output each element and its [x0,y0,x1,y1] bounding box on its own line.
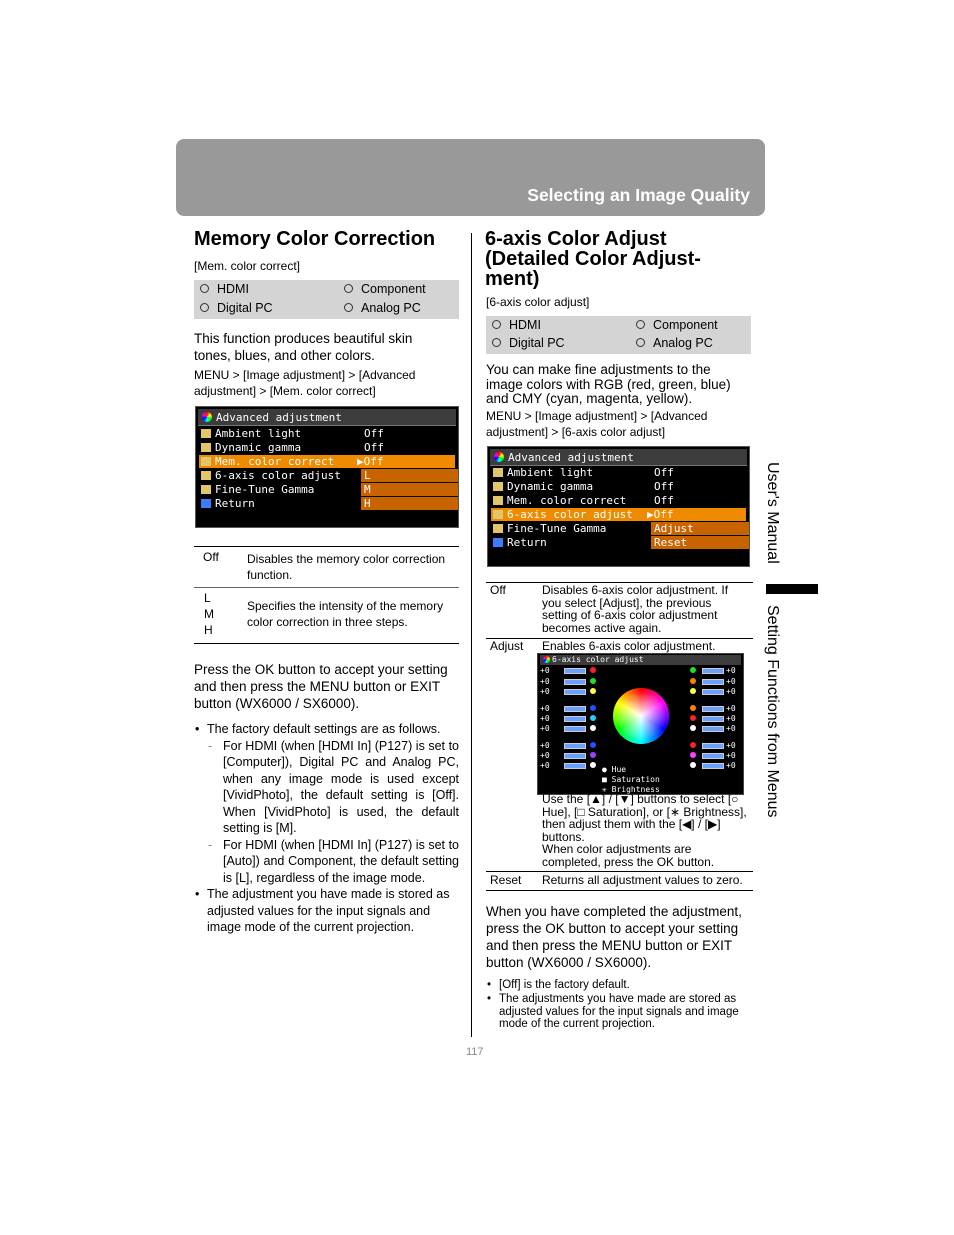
adjust-legend [602,765,660,795]
adjust-bar [564,763,586,769]
adjust-value: +0 [726,666,736,675]
menu-path: MENU > [Image adjustment] > [Advanced adjustment] > [6-axis color adjust] [486,409,708,439]
adjust-slider-row [684,741,742,750]
legend-item: ● Hue [602,765,627,774]
color-dot-icon [690,762,696,768]
adjust-value: +0 [540,761,550,770]
menu-row-selected: Mem. color correct ▶Off [199,455,455,468]
section-banner [176,139,765,216]
adjust-slider-row [540,714,598,723]
press-ok-text: Press the OK button to accept your setting and then press the MENU button or EXIT button (WX6000 / SX6000). [194,662,448,711]
color-dot-icon [690,742,696,748]
bullet-icon: • [195,722,200,736]
adjust-value: +0 [540,741,550,750]
table-key-lmh: L M H [204,591,214,637]
adjust-header: 6-axis color adjust [540,655,741,665]
color-dot-icon [590,762,596,768]
adjust-value: +0 [726,714,736,723]
adjust-slider-row [684,714,742,723]
adjust-instructions-complete: When color adjustments are completed, press the OK button. [542,842,715,869]
adjust-bar [702,668,724,674]
return-icon [493,538,503,547]
notes-list [194,721,459,936]
color-dot-icon [690,725,696,731]
color-wheel-graphic [613,688,669,744]
menu-row: 6-axis color adjust L [199,469,455,482]
color-dot-icon [590,752,596,758]
memory-color-title: Memory Color Correction [194,228,436,250]
color-wheel-icon [543,656,550,663]
adjust-value: +0 [726,724,736,733]
ambient-light-icon [493,468,503,477]
menu-row: Fine-Tune Gamma M [199,483,455,496]
signal-item: HDMI [492,318,541,332]
table-desc-adjust: Enables 6-axis color adjustment. [542,639,716,653]
table-key-adjust: Adjust [490,639,524,653]
notes-list [486,979,748,1031]
menu-name: [6-axis color adjust] [486,295,590,309]
dash-icon: - [208,738,213,753]
menu-header: Advanced adjustment [198,409,456,426]
signal-item: Analog PC [344,301,421,315]
color-dot-icon [590,667,596,673]
table-desc-reset: Returns all adjustment values to zero. [542,873,743,887]
adjust-slider-row [684,704,742,713]
dynamic-gamma-icon [201,443,211,452]
table-rule [486,871,753,872]
signal-item: Digital PC [200,301,273,315]
bullet-icon: • [487,979,492,991]
adjust-slider-row [684,666,742,675]
menu-screenshot [487,446,750,567]
menu-row: Dynamic gamma Off [199,441,455,454]
adjust-bar [702,763,724,769]
menu-header: Advanced adjustment [490,449,747,466]
six-axis-icon [201,471,211,480]
color-wheel-icon [202,412,212,422]
bullet-icon: • [195,887,200,901]
menu-row: Fine-Tune Gamma Adjust [491,522,746,535]
adjust-value: +0 [540,714,550,723]
adjust-bar [564,753,586,759]
color-dot-icon [590,715,596,721]
square-icon: ■ [602,775,612,784]
mem-color-icon [201,457,211,466]
signal-box [194,280,459,319]
six-axis-icon [493,510,503,519]
return-icon [201,499,211,508]
legend-item: ■ Saturation [602,775,660,784]
adjust-slider-row [684,687,742,696]
adjust-bar [702,679,724,685]
adjust-value: +0 [540,666,550,675]
color-dot-icon [590,678,596,684]
table-desc-off: Disables 6-axis color adjustment. If you select [Adjust], the previous setting of 6-axis color adjustment becomes active again. [542,583,729,635]
circle-icon [636,320,645,329]
table-rule [194,546,459,547]
dash-icon: - [208,837,213,852]
table-key-off: Off [203,550,219,564]
signal-item: Component [344,282,426,296]
list-item: • The adjustments you have made are stored as adjusted values for the input signals and image mode of the current projection. [487,992,739,1031]
menu-path: MENU > [Image adjustment] > [Advanced adjustment] > [Mem. color correct] [194,368,416,398]
adjust-value: +0 [726,687,736,696]
adjust-value: +0 [540,677,550,686]
adjust-value: +0 [726,677,736,686]
color-dot-icon [590,742,596,748]
table-key-off: Off [490,583,506,597]
adjust-bar [564,706,586,712]
adjust-slider-row [540,704,598,713]
adjust-bar [702,689,724,695]
adjust-slider-row [540,761,598,770]
circle-icon [200,303,209,312]
six-axis-screenshot [537,653,744,795]
signal-item: Analog PC [636,336,713,350]
adjust-slider-row [684,761,742,770]
color-dot-icon [590,705,596,711]
adjust-instructions: Use the [▲] / [▼] buttons to select [○ Hue], [□ Saturation], or [∗ Brightness], then adjust them with the [◀] / [▶] buttons. [542,792,747,844]
adjust-value: +0 [540,687,550,696]
menu-row: Mem. color correct Off [491,494,746,507]
adjust-bar [564,668,586,674]
adjust-bar [702,753,724,759]
circle-icon: ● [602,765,612,774]
table-desc-lmh: Specifies the intensity of the memory color correction in three steps. [247,599,444,629]
adjust-slider-row [684,751,742,760]
menu-row-selected: 6-axis color adjust ▶Off [491,508,746,521]
adjust-value: +0 [540,704,550,713]
table-rule [194,587,459,588]
adjust-slider-row [540,666,598,675]
signal-item: Component [636,318,718,332]
adjust-slider-row [684,677,742,686]
menu-row: Return H [199,497,455,510]
adjust-bar [702,716,724,722]
color-dot-icon [690,705,696,711]
menu-row: Dynamic gamma Off [491,480,746,493]
signal-item: Digital PC [492,336,565,350]
sidebar-section-label: Setting Functions from Menus [764,605,781,818]
circle-icon [636,338,645,347]
color-dot-icon [590,688,596,694]
table-rule [194,643,459,644]
circle-icon [344,303,353,312]
fine-tune-gamma-icon [201,485,211,494]
color-dot-icon [690,752,696,758]
adjust-bar [702,726,724,732]
adjust-slider-row [540,751,598,760]
list-item: • [Off] is the factory default. [487,979,630,991]
color-dot-icon [690,678,696,684]
adjust-slider-row [540,687,598,696]
signal-item: HDMI [200,282,249,296]
color-dot-icon [690,667,696,673]
table-key-reset: Reset [490,873,522,887]
column-divider [471,233,472,1037]
menu-screenshot [195,406,459,528]
sidebar-marker [766,584,818,594]
adjust-value: +0 [726,741,736,750]
intro-text: You can make fine adjustments to the image colors with RGB (red, green, blue) and CMY (cyan, magenta, yellow). [486,362,731,406]
list-item: - For HDMI (when [HDMI In] (P127) is set to [Computer]), Digital PC and Analog PC, when any image mode is used except [VividPhoto], the default setting is [Off]. When [VividPhoto] is used, the default setting is [M]. [208,738,459,835]
table-desc-off: Disables the memory color correction function. [247,552,446,582]
adjust-bar [564,716,586,722]
adjust-slider-row [540,741,598,750]
adjust-bar [564,726,586,732]
ambient-light-icon [201,429,211,438]
list-item: • The factory default settings are as follows. [195,722,441,736]
color-dot-icon [590,725,596,731]
signal-box [486,316,751,354]
sidebar-manual-label: User's Manual [764,462,781,564]
bullet-icon: • [487,992,492,1005]
menu-row: Return Reset [491,536,746,549]
circle-icon [200,284,209,293]
adjust-bar [702,743,724,749]
circle-icon [492,338,501,347]
dynamic-gamma-icon [493,482,503,491]
adjust-bar [564,743,586,749]
adjust-value: +0 [726,704,736,713]
adjust-bar [564,679,586,685]
menu-name: [Mem. color correct] [194,259,301,273]
section-title: Selecting an Image Quality [527,185,750,205]
adjust-bar [702,706,724,712]
color-dot-icon [690,688,696,694]
intro-text: This function produces beautiful skin tones, blues, and other colors. [194,331,413,363]
color-dot-icon [690,715,696,721]
list-item: • The adjustment you have made is stored as adjusted values for the input signals and image mode of the current projection. [195,887,450,934]
circle-icon [492,320,501,329]
adjust-bar [564,689,586,695]
table-rule [486,890,753,891]
adjust-value: +0 [540,751,550,760]
menu-row: Ambient light Off [199,427,455,440]
adjust-value: +0 [726,751,736,760]
mem-color-icon [493,496,503,505]
menu-row: Ambient light Off [491,466,746,479]
adjust-slider-row [540,724,598,733]
page-number: 117 [466,1046,484,1058]
color-wheel-icon [494,452,504,462]
adjust-value: +0 [540,724,550,733]
list-item: - For HDMI (when [HDMI In] (P127) is set to [Auto]) and Component, the default setting is [L], regardless of the image mode. [208,837,459,885]
adjust-slider-row [684,724,742,733]
fine-tune-gamma-icon [493,524,503,533]
adjust-value: +0 [726,761,736,770]
asterisk-icon: ✳ [602,785,612,794]
adjust-slider-row [540,677,598,686]
complete-text: When you have completed the adjustment, press the OK button to accept your setting and then press the MENU button or EXIT button (WX6000 / SX6000). [486,904,742,970]
circle-icon [344,284,353,293]
legend-item: ✳ Brightness [602,785,660,794]
six-axis-title: 6-axis Color Adjust (Detailed Color Adjust- ment) [485,228,701,290]
